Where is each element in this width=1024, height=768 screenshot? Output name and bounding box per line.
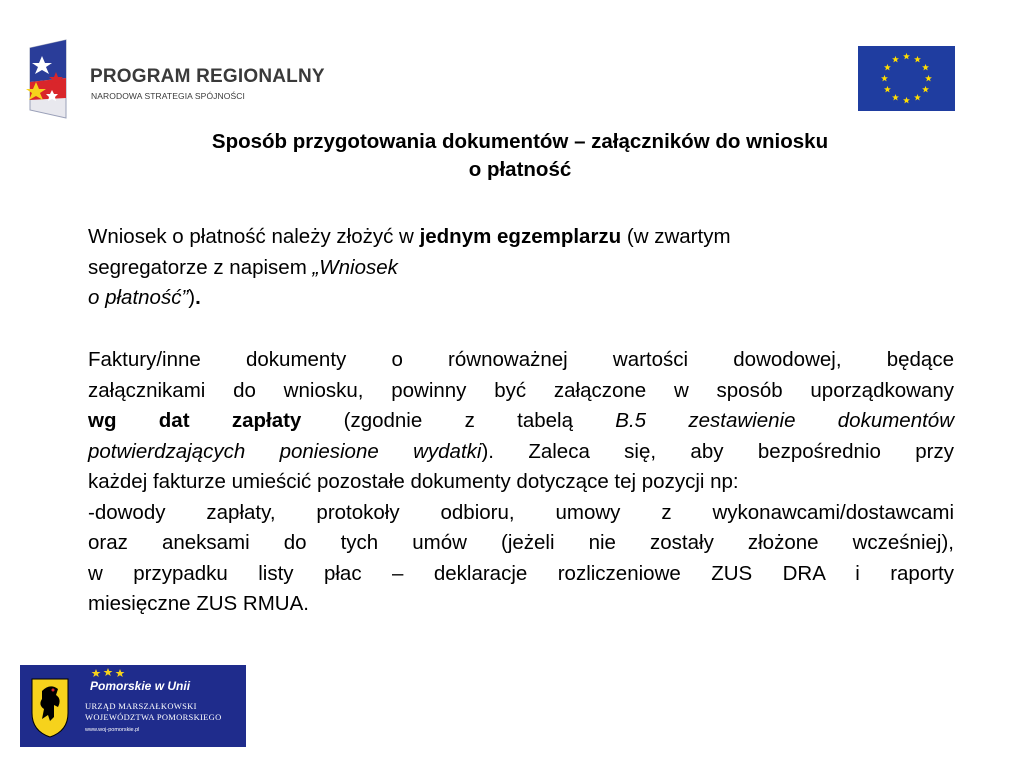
footer-office-line2: WOJEWÓDZTWA POMORSKIEGO bbox=[85, 712, 222, 722]
p1-bold-period: . bbox=[195, 286, 201, 309]
p2-line1: Faktury/inne dokumenty o równoważnej wartości dowodowej, będące bbox=[88, 348, 954, 371]
pomorskie-w-unii-logo bbox=[20, 665, 246, 747]
p2-line8: w przypadku listy płac – deklaracje rozliczeniowe ZUS DRA i raporty bbox=[88, 561, 954, 585]
p2-line2: załącznikami do wniosku, powinny być załączone w sposób uporządkowany bbox=[88, 378, 954, 402]
p1-text-a: Wniosek o płatność należy złożyć w bbox=[88, 225, 420, 248]
eu-flag-icon bbox=[858, 46, 955, 111]
paragraph-invoices bbox=[88, 345, 954, 620]
program-title: PROGRAM REGIONALNY bbox=[90, 66, 325, 87]
p2-line9: miesięczne ZUS RMUA. bbox=[88, 592, 309, 615]
p2-line6: -dowody zapłaty, protokoły odbioru, umowy z wykonawcami/dostawcami bbox=[88, 500, 954, 524]
footer-office-line1: URZĄD MARSZAŁKOWSKI bbox=[85, 701, 197, 711]
p2-line5: każdej fakturze umieścić pozostałe dokumenty dotyczące tej pozycji np: bbox=[88, 470, 739, 493]
p2-line3 bbox=[88, 406, 954, 437]
p2-bold-payment-dates: wg dat zapłaty bbox=[88, 409, 302, 432]
p1-italic-label-2: o płatność” bbox=[88, 286, 189, 309]
p2-italic-table-ref: B.5 zestawienie dokumentów bbox=[615, 409, 955, 432]
p1-bold-copies: jednym egzemplarzu bbox=[419, 225, 622, 248]
document-title bbox=[86, 128, 954, 184]
p1-text-c: (w zwartym bbox=[621, 225, 731, 248]
program-regionalny-emblem-icon bbox=[22, 38, 92, 122]
griffin-coat-of-arms-icon bbox=[20, 665, 80, 747]
p2-line4-text: ). Zaleca się, aby bezpośrednio przy bbox=[481, 439, 954, 463]
p2-line4 bbox=[88, 437, 954, 468]
p1-text-g: ) bbox=[188, 286, 196, 309]
p1-italic-label-1: „Wniosek bbox=[312, 255, 398, 279]
p1-text-d: segregatorze z napisem bbox=[88, 255, 313, 279]
paragraph-submission bbox=[88, 222, 954, 314]
program-regionalny-logo bbox=[22, 38, 332, 122]
p2-line7: oraz aneksami do tych umów (jeżeli nie zostały złożone wcześniej), bbox=[88, 531, 954, 554]
document-title-line1: Sposób przygotowania dokumentów – załączników do wniosku bbox=[211, 130, 829, 153]
footer-brand: Pomorskie w Unii bbox=[90, 679, 191, 693]
footer-url: www.woj-pomorskie.pl bbox=[85, 727, 140, 733]
program-subtitle: NARODOWA STRATEGIA SPÓJNOŚCI bbox=[91, 91, 245, 101]
document-title-line2: o płatność bbox=[468, 158, 572, 181]
eu-flag-logo bbox=[858, 46, 955, 111]
p2-italic-table-ref-2: potwierdzających poniesione wydatki bbox=[88, 439, 482, 463]
p2-line3-text: (zgodnie z tabelą bbox=[301, 409, 616, 432]
